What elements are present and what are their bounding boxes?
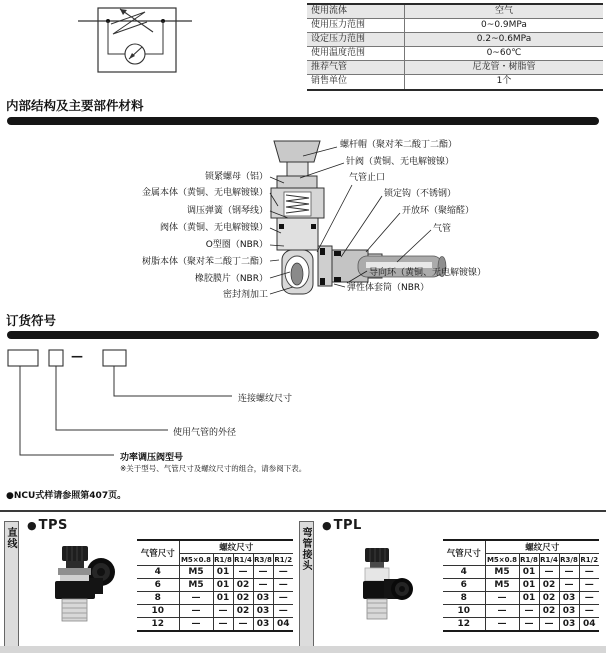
- spec-table: [307, 3, 603, 91]
- cell: —: [579, 566, 599, 579]
- part-label-resin-body: 树脂本体（聚对苯二酸丁二酯）: [141, 257, 268, 267]
- cell: —: [253, 579, 273, 592]
- cell: —: [539, 566, 559, 579]
- cell: 01: [213, 566, 233, 579]
- part-label-lock-nut: 锁紧螺母（铝）: [204, 172, 268, 182]
- callout-tube-od: 使用气管的外径: [173, 428, 237, 438]
- table-row: [137, 605, 293, 618]
- cell: —: [233, 566, 253, 579]
- cell: —: [273, 566, 293, 579]
- tube-size: 12: [137, 618, 179, 631]
- spec-value: 0.2~0.6MPa: [476, 34, 532, 44]
- bullet-icon: ●: [322, 519, 332, 532]
- spec-value: 0~60℃: [486, 48, 522, 58]
- cell: 04: [579, 618, 599, 631]
- thread-col: R3/8: [560, 555, 578, 564]
- part-label-elastic-sleeve: 弹性体套筒（NBR）: [347, 283, 430, 293]
- section-title-ordering-code: 订货符号: [6, 313, 57, 328]
- section-title-internal-structure: 内部结构及主要部件材料: [6, 98, 144, 113]
- callout-model: 功率调压阀型号: [120, 453, 184, 463]
- cell: —: [559, 566, 579, 579]
- spec-row: [307, 19, 603, 33]
- table-row: [443, 579, 599, 592]
- spec-value: 1个: [496, 76, 512, 86]
- cell: —: [485, 618, 519, 631]
- spec-value: 空气: [494, 6, 513, 16]
- thread-col: R1/8: [520, 555, 538, 564]
- spec-label: 设定压力范围: [307, 33, 405, 46]
- spec-value: 0~0.9MPa: [481, 20, 527, 30]
- cell: 02: [539, 592, 559, 605]
- cell: 03: [559, 618, 579, 631]
- cell: —: [485, 605, 519, 618]
- part-label-tube-stop: 气管止口: [349, 173, 386, 183]
- cell: —: [579, 605, 599, 618]
- part-label-tube: 气管: [433, 224, 452, 234]
- cell: —: [233, 618, 253, 631]
- cell: —: [559, 579, 579, 592]
- cell: 01: [213, 592, 233, 605]
- cell: —: [273, 592, 293, 605]
- spec-row: [307, 5, 603, 19]
- cell: —: [213, 605, 233, 618]
- thread-col: M5×0.8: [180, 555, 212, 564]
- tube-size: 4: [443, 566, 485, 579]
- column-header-tube-size: 气管尺寸: [137, 540, 179, 566]
- cell: —: [273, 579, 293, 592]
- cell: 01: [213, 579, 233, 592]
- cell: 03: [253, 605, 273, 618]
- spec-row: [307, 33, 603, 47]
- table-row: [137, 579, 293, 592]
- column-header-thread-size: 螺纹尺寸: [179, 540, 293, 554]
- spec-row: [307, 61, 603, 75]
- cell: 02: [233, 592, 253, 605]
- ncu-reference-note: ●NCU式样请参照第407页。: [6, 491, 127, 501]
- cell: —: [539, 618, 559, 631]
- size-table-tpl: [443, 539, 599, 632]
- side-tab-elbow: 弯管接头: [299, 521, 314, 651]
- thread-col: M5×0.8: [486, 555, 518, 564]
- column-header-thread-size: 螺纹尺寸: [485, 540, 599, 554]
- spec-label: 使用流体: [307, 5, 405, 18]
- tube-size: 10: [443, 605, 485, 618]
- spec-label: 推荐气管: [307, 61, 405, 74]
- part-label-valve-body: 阀体（黄铜、无电解镀镍）: [159, 223, 268, 233]
- spec-value: 尼龙管・树脂管: [472, 62, 536, 72]
- side-tab-straight: 直线: [4, 521, 19, 651]
- spec-row: [307, 75, 603, 89]
- table-row: [443, 592, 599, 605]
- model-combination-note: ※关于型号、气管尺寸及螺纹尺寸的组合，请参阅下表。: [120, 464, 307, 473]
- tube-size: 4: [137, 566, 179, 579]
- table-row: [443, 618, 599, 631]
- cell: 03: [253, 618, 273, 631]
- spec-label: 使用温度范围: [307, 47, 405, 60]
- cell: 01: [519, 579, 539, 592]
- tube-size: 6: [443, 579, 485, 592]
- part-label-o-ring: O型圈（NBR）: [205, 240, 268, 250]
- part-label-screw-cap: 螺杆帽（聚对苯二酸丁二酯）: [340, 140, 458, 150]
- thread-col: R1/2: [580, 555, 599, 564]
- section-bar: [7, 331, 599, 339]
- cell: 02: [233, 579, 253, 592]
- tube-size: 8: [137, 592, 179, 605]
- part-label-lock-claw: 锁定钩（不锈钢）: [384, 189, 457, 199]
- product-name: TPS: [38, 518, 68, 533]
- part-label-release-ring: 开放环（聚缩醛）: [402, 206, 475, 216]
- callout-thread-size: 连接螺纹尺寸: [238, 394, 293, 404]
- cell: 04: [273, 618, 293, 631]
- table-row: [443, 566, 599, 579]
- part-label-guide-ring: 导向环（黄铜、无电解镀镍）: [369, 268, 487, 278]
- cell: —: [179, 592, 213, 605]
- table-row: [443, 605, 599, 618]
- cell: 01: [519, 566, 539, 579]
- ordering-code-dash: —: [71, 349, 83, 363]
- pneumatic-circuit-symbol: [75, 2, 200, 82]
- cell: —: [519, 618, 539, 631]
- part-label-needle-valve: 针阀（黄铜、无电解镀镍）: [346, 157, 455, 167]
- bullet-icon: ●: [27, 519, 37, 532]
- cell: —: [273, 605, 293, 618]
- cell: M5: [485, 566, 519, 579]
- column-header-tube-size: 气管尺寸: [443, 540, 485, 566]
- thread-col: R3/8: [254, 555, 272, 564]
- cell: 02: [539, 605, 559, 618]
- table-row: [137, 592, 293, 605]
- tube-size: 6: [137, 579, 179, 592]
- cell: —: [179, 618, 213, 631]
- cell: —: [213, 618, 233, 631]
- cell: M5: [485, 579, 519, 592]
- cell: 02: [233, 605, 253, 618]
- product-name: TPL: [333, 518, 362, 533]
- product-title-tps: [27, 518, 68, 533]
- thread-col: R1/2: [274, 555, 293, 564]
- cell: —: [179, 605, 213, 618]
- cell: —: [579, 579, 599, 592]
- cell: —: [485, 592, 519, 605]
- product-photo-tps: [45, 542, 121, 628]
- size-table-tps: [137, 539, 293, 632]
- spec-label: 使用压力范围: [307, 19, 405, 32]
- horizontal-separator: [0, 510, 606, 512]
- table-row: [137, 566, 293, 579]
- product-photo-tpl: [346, 546, 418, 626]
- cell: M5: [179, 566, 213, 579]
- tube-size: 10: [137, 605, 179, 618]
- cell: —: [579, 592, 599, 605]
- cell: 03: [559, 605, 579, 618]
- page-bottom-strip: [0, 646, 606, 653]
- part-label-metal-body: 金属本体（黄铜、无电解镀镍）: [141, 188, 268, 198]
- spec-label: 销售单位: [307, 75, 405, 89]
- part-label-diaphragm: 橡胶膜片（NBR）: [194, 274, 268, 284]
- part-label-sealant: 密封剂加工: [222, 290, 268, 300]
- product-title-tpl: [322, 518, 362, 533]
- cell: 02: [539, 579, 559, 592]
- tube-size: 8: [443, 592, 485, 605]
- part-label-spring: 调压弹簧（钢琴线）: [186, 206, 268, 216]
- cell: 03: [253, 592, 273, 605]
- table-row: [137, 618, 293, 631]
- tube-size: 12: [443, 618, 485, 631]
- spec-row: [307, 47, 603, 61]
- cell: 01: [519, 592, 539, 605]
- cell: 03: [559, 592, 579, 605]
- section-bar: [7, 117, 599, 125]
- thread-col: R1/4: [234, 555, 252, 564]
- cell: M5: [179, 579, 213, 592]
- cell: —: [253, 566, 273, 579]
- thread-col: R1/8: [214, 555, 232, 564]
- cell: —: [519, 605, 539, 618]
- thread-col: R1/4: [540, 555, 558, 564]
